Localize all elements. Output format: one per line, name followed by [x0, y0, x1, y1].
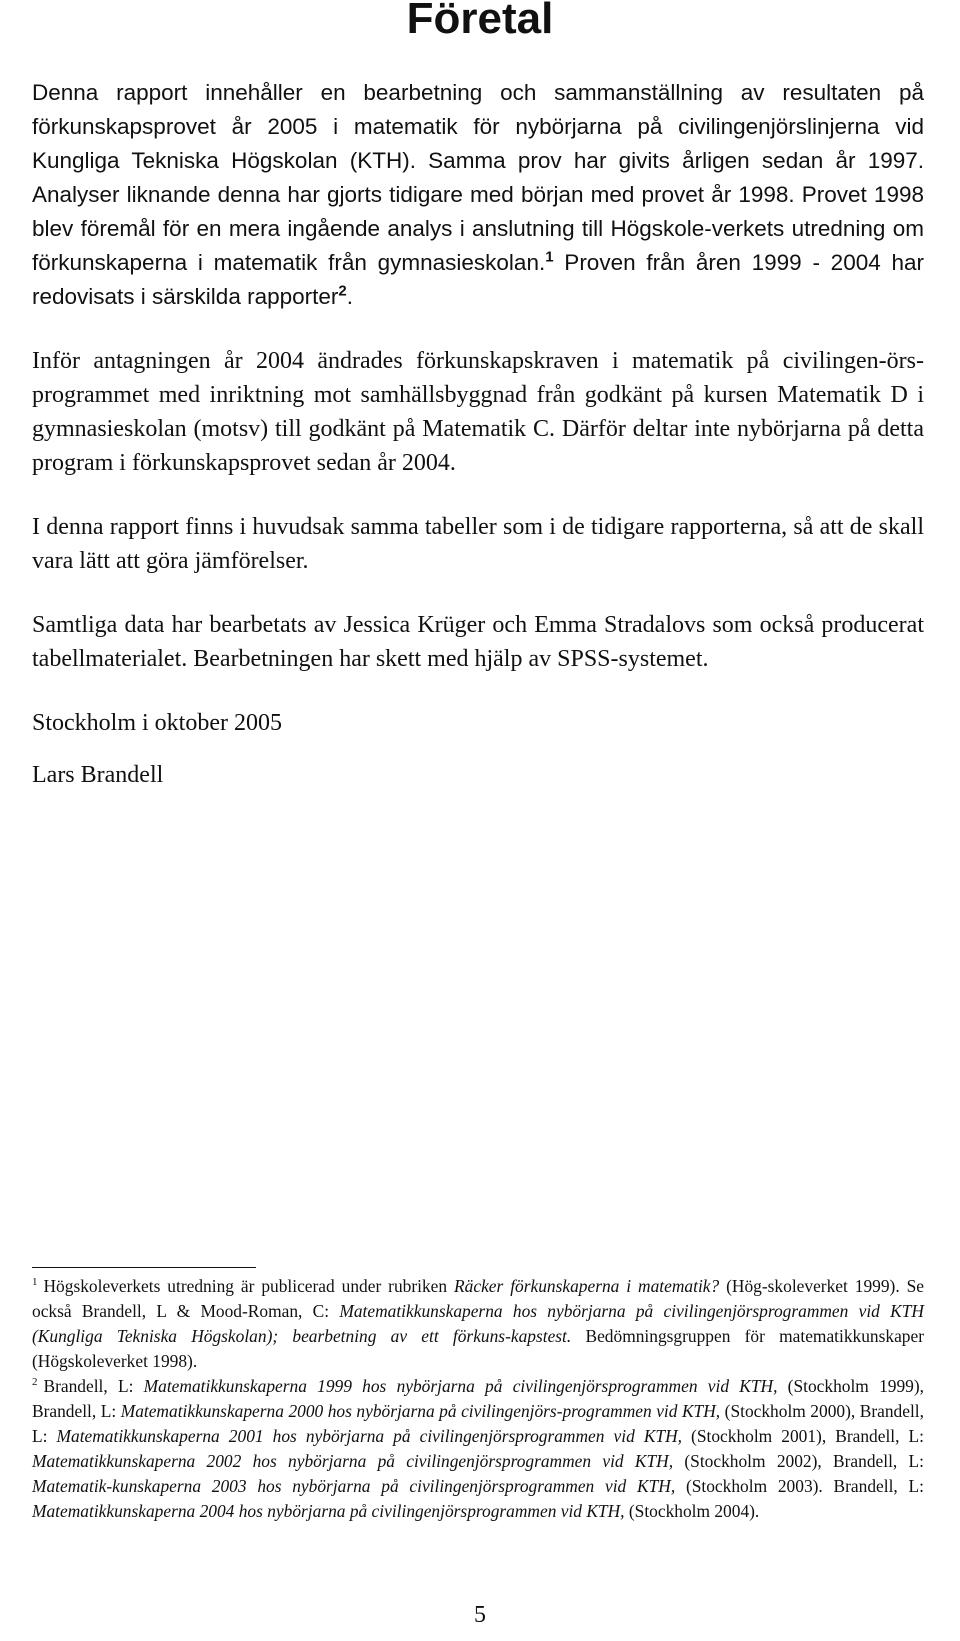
document-body	[32, 76, 924, 822]
paragraph-intro-text-cont: Proven från åren 1999 - 2004 har redovisats i särskilda rapporter	[32, 250, 924, 309]
footnote-number: 1	[32, 1276, 38, 1289]
footnote-text-segment: (Stockholm 2001), Brandell, L:	[682, 1426, 924, 1446]
footnote-text-segment: (Stockholm 2004).	[624, 1501, 760, 1521]
footnote-title-italic: Matematikkunskaperna 1999 hos nybörjarna på civilingenjörsprogrammen vid KTH,	[143, 1376, 778, 1396]
footnote-text-segment: (Stockholm 2000), Brandell, L:	[32, 1401, 924, 1446]
paragraph-intro	[32, 76, 924, 314]
footnote-title-italic: Matematikkunskaperna hos nybörjarna på civilingenjörsprogrammen vid KTH (Kungliga Tekniska Högskolan); bearbetning av ett förkuns-kapstest.	[32, 1301, 924, 1346]
footnote-text-segment: (Hög-skoleverket 1999). Se också Brandell, L & Mood-Roman, C:	[32, 1276, 924, 1321]
footnote-title-italic: Matematik-kunskaperna 2003 hos nybörjarna på civilingenjörsprogrammen vid KTH,	[32, 1476, 676, 1496]
footnote-separator	[32, 1267, 256, 1268]
footnotes-section	[32, 1267, 924, 1524]
footnote-text-segment: (Stockholm 1999), Brandell, L:	[32, 1376, 924, 1421]
place-date: Stockholm i oktober 2005	[32, 710, 282, 736]
footnote-title-italic: Räcker förkunskaperna i matematik?	[454, 1276, 720, 1296]
footnote-text-segment: (Stockholm 2002), Brandell, L:	[673, 1451, 924, 1471]
footnote-title-italic: Matematikkunskaperna 2000 hos nybörjarna på civilingenjörs-programmen vid KTH,	[120, 1401, 721, 1421]
footnote-text-segment: Bedömningsgruppen för matematikkunskaper (Högskoleverket 1998).	[32, 1326, 924, 1371]
paragraph-intro-text: Denna rapport innehåller en bearbetning och sammanställning av resultaten på förkunskapsprovet år 2005 i matematik för nybörjarna på civilingenjörslinjerna vid Kungliga Tekniska Högskolan (KTH). Samma prov har givits årligen sedan år 1997. Analyser liknande denna har gjorts tidigare med början med provet år 1998. Provet 1998 blev föremål för en mera ingående analys i anslutning till Högskole-verkets utredning om förkunskaperna i matematik från gymnasieskolan.	[32, 80, 924, 275]
footnote-2	[32, 1374, 924, 1524]
page-title: Företal	[406, 0, 554, 43]
footnote-1	[32, 1274, 924, 1374]
paragraph-credits: Samtliga data har bearbetats av Jessica Krüger och Emma Stradalovs som också producerat tabellmaterialet. Bearbetningen har skett med hjälp av SPSS-systemet.	[32, 612, 924, 672]
footnote-text-segment: Brandell, L:	[43, 1376, 144, 1396]
footnote-text-segment: Högskoleverkets utredning är publicerad under rubriken	[43, 1276, 455, 1296]
footnote-ref-1[interactable]: 1	[545, 248, 554, 266]
footnote-title-italic: Matematikkunskaperna 2002 hos nybörjarna på civilingenjörsprogrammen vid KTH,	[32, 1451, 674, 1471]
footnote-2-text	[32, 1376, 924, 1521]
page-number: 5	[474, 1602, 486, 1628]
paragraph-admission: Inför antagningen år 2004 ändrades förkunskapskraven i matematik på civilingen-örs-programmet med inriktning mot samhällsbyggnad från godkänt på kursen Matematik D i gymnasieskolan (motsv) till godkänt på Matematik C. Därför deltar inte nybörjarna på detta program i förkunskapsprovet sedan år 2004.	[32, 348, 924, 476]
footnote-1-text	[32, 1276, 924, 1371]
paragraph-tables: I denna rapport finns i huvudsak samma tabeller som i de tidigare rapporterna, så att de skall vara lätt att göra jämförelser.	[32, 514, 924, 574]
footnote-number: 2	[32, 1376, 38, 1389]
footnote-text-segment: (Stockholm 2003). Brandell, L:	[675, 1476, 924, 1496]
footnote-title-italic: Matematikkunskaperna 2001 hos nybörjarna på civilingenjörsprogrammen vid KTH,	[56, 1426, 682, 1446]
footnote-title-italic: Matematikkunskaperna 2004 hos nybörjarna på civilingenjörsprogrammen vid KTH,	[32, 1501, 625, 1521]
signature: Lars Brandell	[32, 762, 164, 788]
paragraph-intro-end: .	[346, 284, 353, 309]
footnote-ref-2[interactable]: 2	[338, 282, 347, 300]
